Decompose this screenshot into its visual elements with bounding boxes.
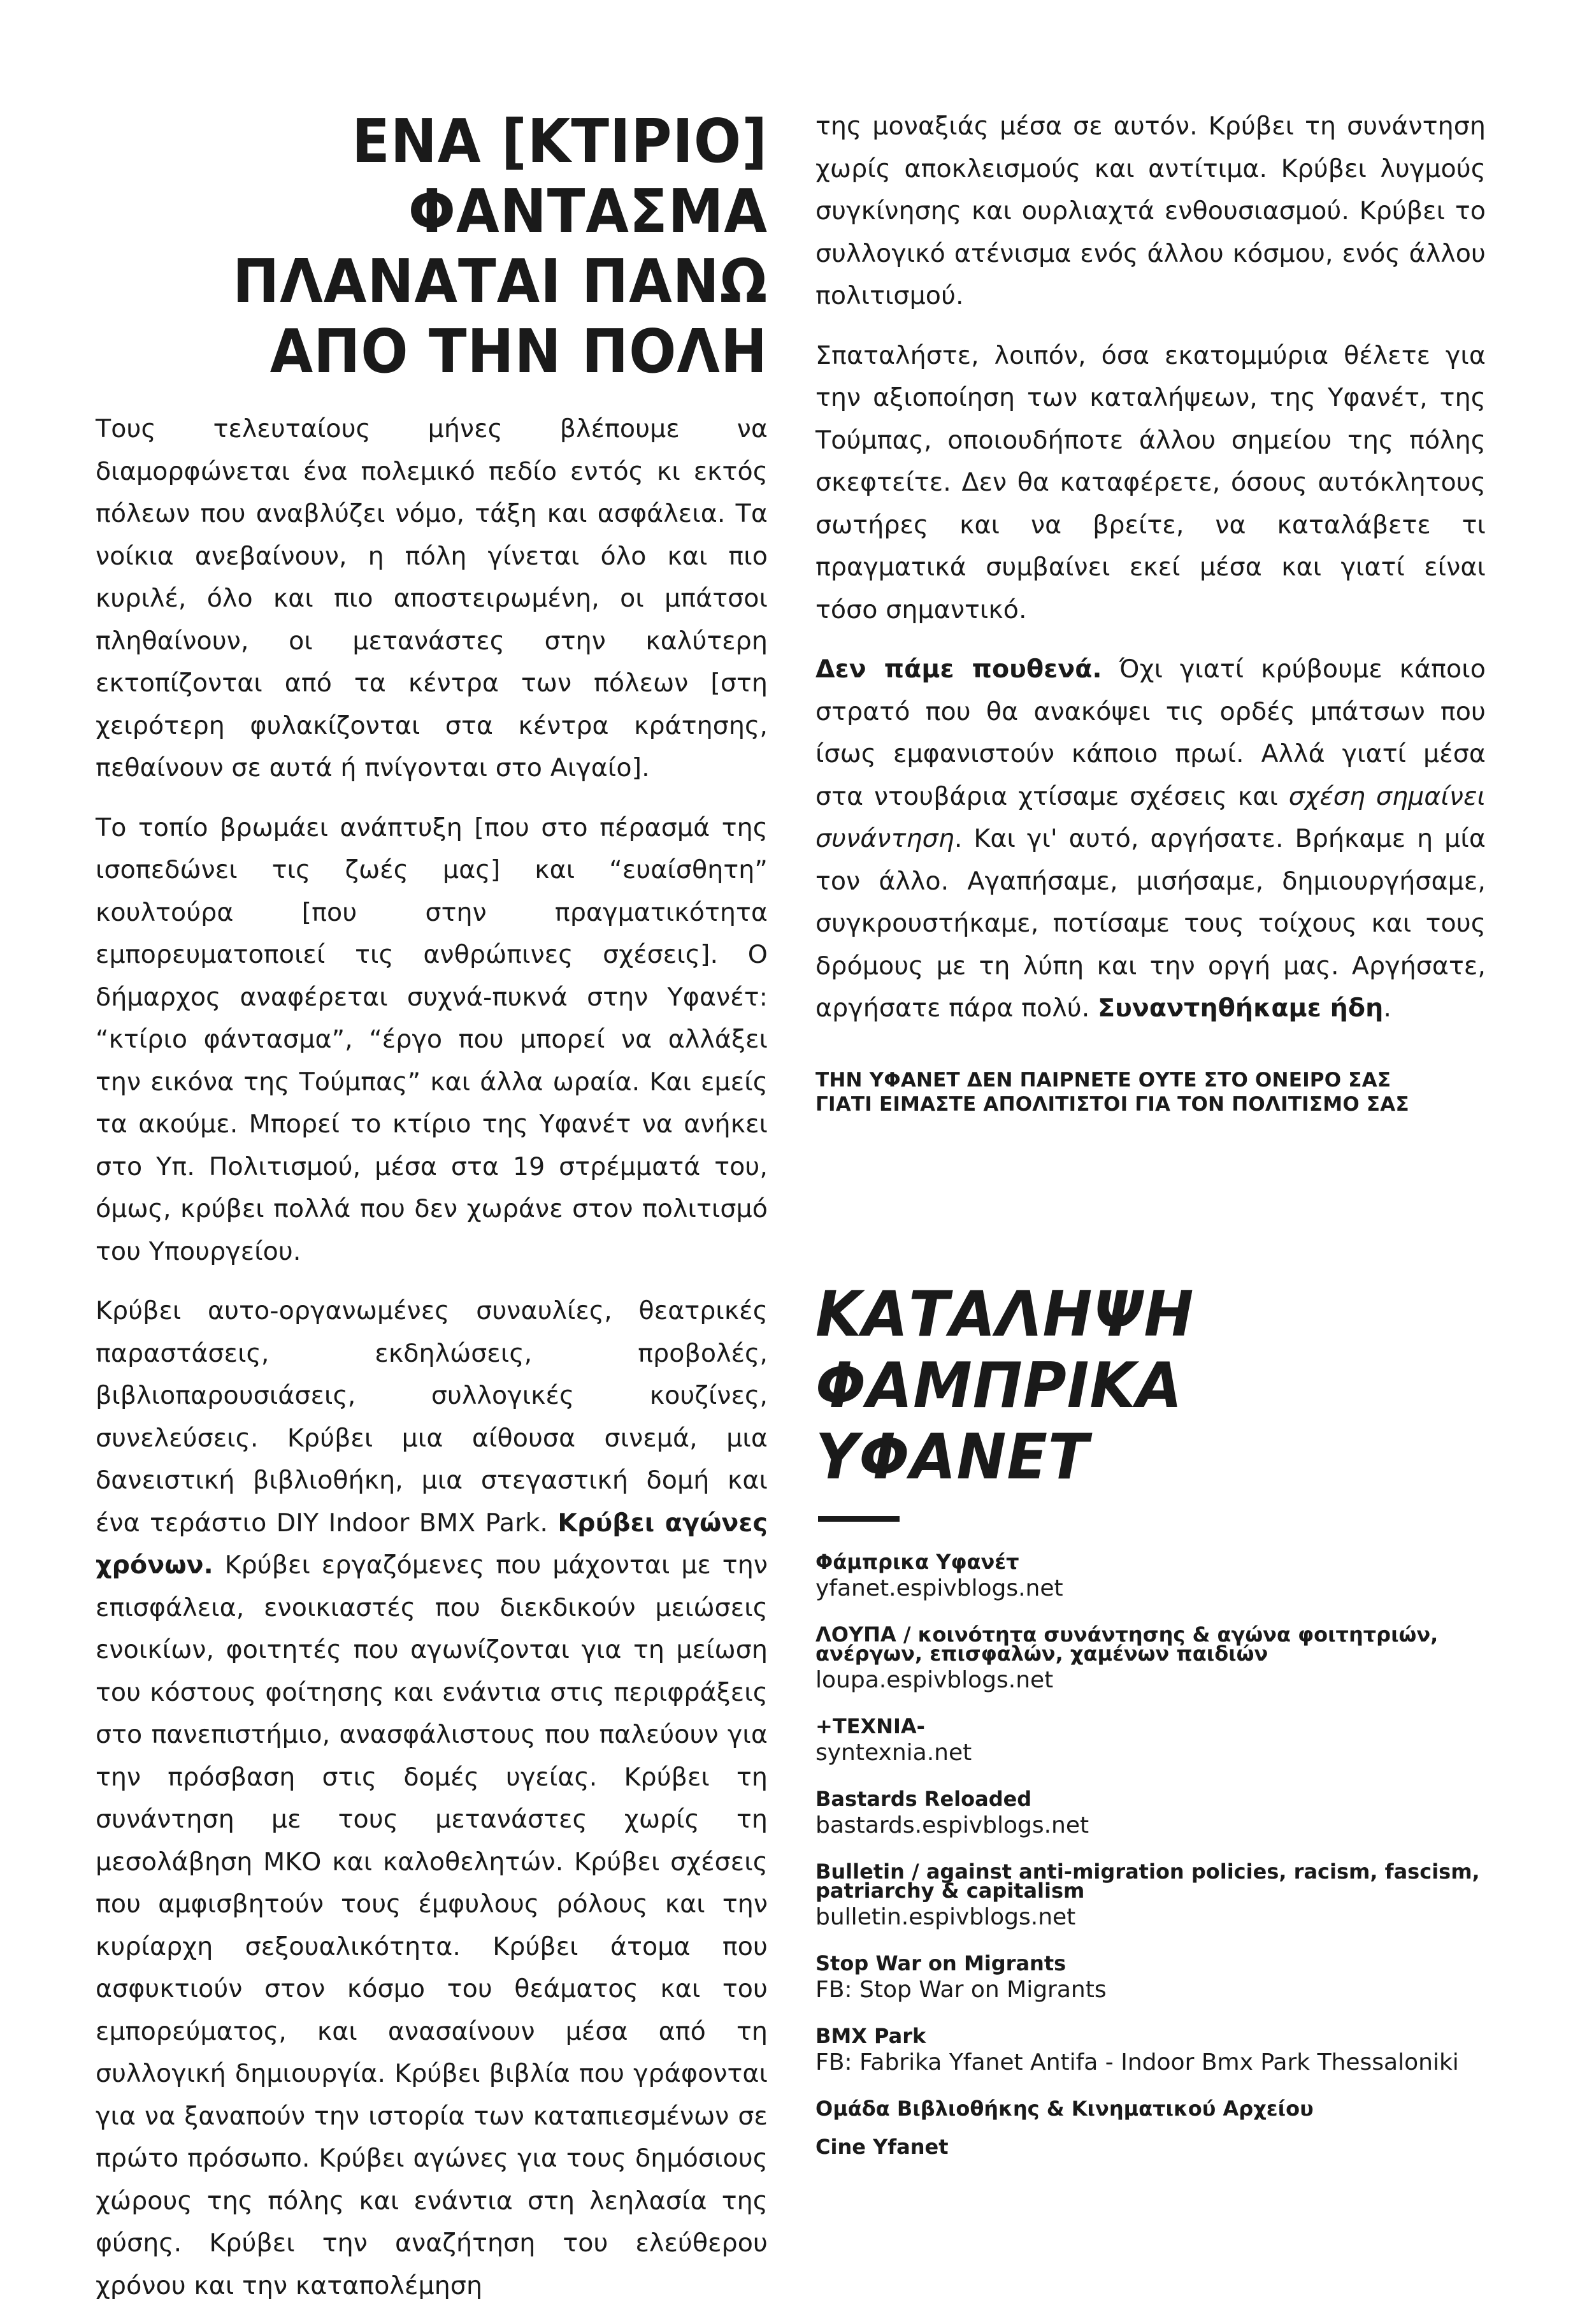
bold-phrase: Συναντηθήκαμε ήδη [1098, 993, 1384, 1023]
contact-item [815, 2096, 1486, 2121]
section-title-line: ΚΑΤΑΛΗΨΗ [815, 1278, 1195, 1351]
slogan [815, 1068, 1486, 1116]
article-title [143, 107, 768, 387]
bold-phrase: Δεν πάμε πουθενά. [815, 654, 1102, 684]
contact-name: Φάμπρικα Υφανέτ [815, 1549, 1019, 1574]
contact-name: ΛΟΥΠΑ / κοινότητα συνάντησης & αγώνα φοιτητριών, ανέργων, επισφαλών, χαμένων παιδιών [815, 1622, 1439, 1666]
slogan-line: ΤΗΝ ΥΦΑΝΕΤ ΔΕΝ ΠΑΙΡΝΕΤΕ ΟΥΤΕ ΣΤΟ ΟΝΕΙΡΟ ΣΑΣ [815, 1068, 1391, 1092]
contact-item [815, 2023, 1486, 2080]
paragraph: Τους τελευταίους μήνες βλέπουμε να διαμορφώνεται ένα πολεμικό πεδίο εντός κι εκτός πόλεων που αναβλύζει νόμο, τάξη και ασφάλεια. Τα νοίκια ανεβαίνουν, η πόλη γίνεται όλο και πιο κυριλέ, όλο και πιο αποστειρωμένη, οι μπάτσοι πληθαίνουν, οι μετανάστες στην καλύτερη εκτοπίζονται από τα κέντρα των πόλεων [στη χειρότερη φυλακίζονται στα κέντρα κράτησης, πεθαίνουν σε αυτά ή πνίγονται στο Αιγαίο]. [96, 414, 768, 783]
slogan-line: ΓΙΑΤΙ ΕΙΜΑΣΤΕ ΑΠΟΛΙΤΙΣΤΟΙ ΓΙΑ ΤΟΝ ΠΟΛΙΤΙΣΜΟ ΣΑΣ [815, 1092, 1409, 1116]
paragraph-text: . Και γι' αυτό, αργήσατε. Βρήκαμε η μία τον άλλο. Αγαπήσαμε, μισήσαμε, δημιουργήσαμε, συγκρουστήκαμε, ποτίσαμε τους τοίχους και τους δρόμους με τη λύπη και την οργή μας. Αργήσατε, αργήσατε πάρα πολύ. [815, 824, 1486, 1023]
contact-item [815, 2134, 1486, 2159]
contact-name: BMX Park [815, 2023, 926, 2048]
contact-item [815, 1714, 1486, 1770]
contact-link[interactable]: FB: Fabrika Yfanet Antifa - Indoor Bmx Park Thessaloniki [815, 2049, 1459, 2075]
title-line: ΑΠΟ ΤΗΝ ΠΟΛΗ [269, 317, 768, 387]
paragraph [815, 648, 1486, 1030]
contacts-list [815, 1549, 1486, 2159]
paragraph: Το τοπίο βρωμάει ανάπτυξη [που στο πέρασμά της ισοπεδώνει τις ζωές μας] και “ευαίσθητη” κουλτούρα [που στην πραγματικότητα εμπορευματοποιεί τις ανθρώπινες σχέσεις]. Ο δήμαρχος αναφέρεται συχνά-πυκνά στην Υφανέτ: “κτίριο φάντασμα”, “έργο που μπορεί να αλλάξει την εικόνα της Τούμπας” και άλλα ωραία. Και εμείς τα ακούμε. Μπορεί το κτίριο της Υφανέτ να ανήκει στο Υπ. Πολιτισμού, μέσα στα 19 στρέμματά του, όμως, κρύβει πολλά που δεν χωράνε στον πολιτισμό του Υπουργείου. [96, 812, 768, 1266]
paragraph-text: . [1383, 993, 1391, 1023]
paragraph-text: Κρύβει εργαζόμενες που μάχονται με την επισφάλεια, ενοικιαστές που διεκδικούν μειώσεις ενοικίων, φοιτητές που αγωνίζονται για τη μείωση του κόστους φοίτησης και ενάντια στις περιφράξεις στο πανεπιστήμιο, ανασφάλιστους που παλεύουν για την πρόσβαση στις δομές υγείας. Κρύβει τη συνάντηση με τους μετανάστες χωρίς τη μεσολάβηση ΜΚΟ και καλοθελητών. Κρύβει σχέσεις που αμφισβητούν τους έμφυλους ρόλους και την κυρίαρχη σεξουαλικότητα. Κρύβει άτομα που ασφυκτιούν στον κόσμο του θεάματος και του εμπορεύματος, και ανασαίνουν μέσα από τη συλλογική δημιουργία. Κρύβει βιβλία που γράφονται για να ξαναπούν την ιστορία των καταπιεσμένων σε πρώτο πρόσωπο. Κρύβει αγώνες για τους δημόσιους χώρους της πόλης και ενάντια στη λεηλασία της φύσης. Κρύβει την αναζήτηση του ελεύθερου χρόνου και την καταπολέμηση [96, 1550, 768, 2300]
title-line: ΠΛΑΝΑΤΑΙ ΠΑΝΩ [233, 247, 768, 317]
section-title-line: ΦΑΜΠΡΙΚΑ ΥΦΑΝΕΤ [815, 1349, 1183, 1494]
paragraph-text: Όχι γιατί κρύβουμε κάποιο στρατό που θα ανακόψει τις ορδές μπάτσων που ίσως εμφανιστούν κάποιο πρωί. Αλλά γιατί μέσα στα ντουβάρια χτίσαμε σχέσεις και [815, 654, 1486, 811]
left-column [96, 107, 768, 2324]
paragraph [96, 1290, 768, 2307]
contact-item [815, 1622, 1486, 1698]
contact-link[interactable]: FB: Stop War on Migrants [815, 1976, 1107, 2003]
contact-item [815, 1859, 1486, 1935]
italic-phrase: σχέση σημαίνει συνάντηση [815, 781, 1486, 853]
contact-name: Cine Yfanet [815, 2134, 949, 2159]
contact-item [815, 1549, 1486, 1606]
divider-rule [818, 1516, 900, 1522]
contact-name: +ΤΕΧΝΙΑ- [815, 1714, 925, 1738]
contact-link[interactable]: syntexnia.net [815, 1739, 972, 1766]
contact-name: Stop War on Migrants [815, 1951, 1066, 1975]
contact-link[interactable]: bastards.espivblogs.net [815, 1812, 1089, 1838]
contact-name: Ομάδα Βιβλιοθήκης & Κινηματικού Αρχείου [815, 2096, 1314, 2121]
spacer [815, 1116, 1486, 1279]
paragraph: της μοναξιάς μέσα σε αυτόν. Κρύβει τη συνάντηση χωρίς αποκλεισμούς και αντίτιμα. Κρύβει λυγμούς συγκίνησης και ουρλιαχτά ενθουσιασμού. Κρύβει το συλλογικό ατένισμα ενός άλλου κόσμου, ενός άλλου πολιτισμού. [815, 112, 1486, 310]
contact-name: Bastards Reloaded [815, 1786, 1032, 1811]
contact-link[interactable]: bulletin.espivblogs.net [815, 1903, 1076, 1930]
contact-item [815, 1951, 1486, 2007]
paragraph-text: Κρύβει αυτο-οργανωμένες συναυλίες, θεατρικές παραστάσεις, εκδηλώσεις, προβολές, βιβλιοπαρουσιάσεις, συλλογικές κουζίνες, συνελεύσεις. Κρύβει μια αίθουσα σινεμά, μια δανειστική βιβλιοθήκη, μια στεγαστική δομή και ένα τεράστιο DIY Indoor BMX Park. [96, 1296, 768, 1538]
contact-link[interactable]: loupa.espivblogs.net [815, 1666, 1054, 1693]
title-line: ΦΑΝΤΑΣΜΑ [408, 177, 768, 247]
paragraph: Σπαταλήστε, λοιπόν, όσα εκατομμύρια θέλετε για την αξιοποίηση των καταλήψεων, της Υφανέτ, της Τούμπας, οποιουδήποτε άλλου σημείου της πόλης σκεφτείτε. Δεν θα καταφέρετε, όσους αυτόκλητους σωτήρες και να βρείτε, να καταλάβετε τι πραγματικά συμβαίνει εκεί μέσα και γιατί είναι τόσο σημαντικό. [815, 340, 1486, 624]
bold-phrase: Κρύβει αγώνες χρόνων. [96, 1508, 768, 1580]
section-title [815, 1279, 1452, 1493]
contact-item [815, 1786, 1486, 1843]
contact-name: Bulletin / against anti-migration policies, racism, fascism, patriarchy & capitalism [815, 1859, 1480, 1903]
title-line: ΕΝΑ [ΚΤΙΡΙΟ] [352, 107, 768, 177]
contact-link[interactable]: yfanet.espivblogs.net [815, 1575, 1063, 1601]
right-column [815, 105, 1486, 2176]
